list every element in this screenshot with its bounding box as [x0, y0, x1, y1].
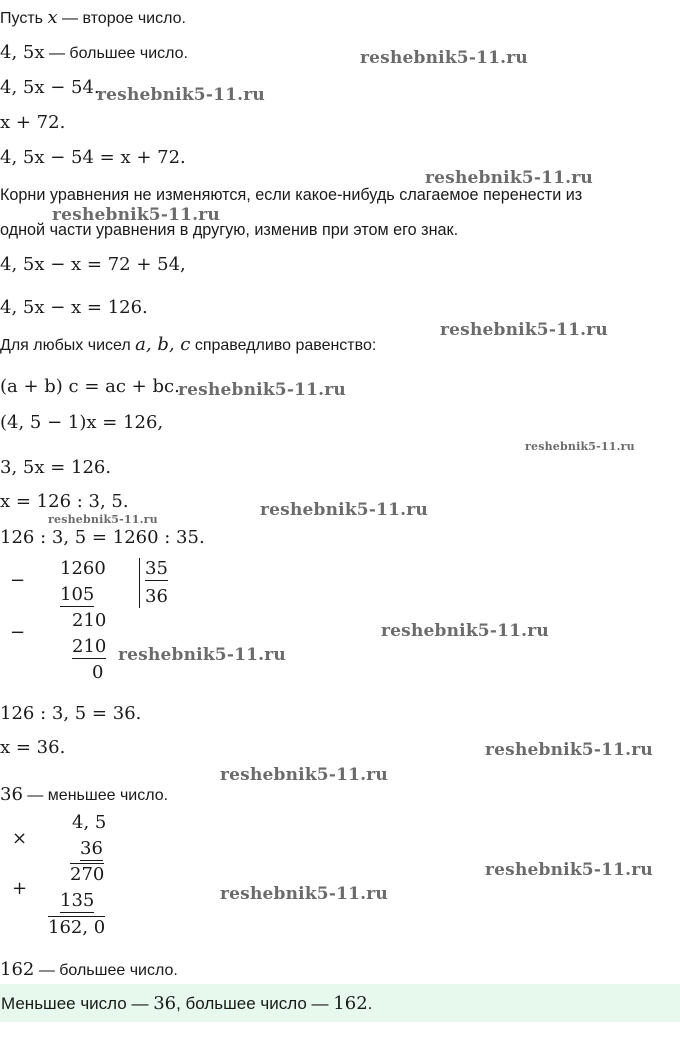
math-line-12: (4, 5 − 1)x = 126, — [0, 412, 164, 433]
factor-2: 36 — [80, 838, 103, 859]
text-line-2 — [0, 43, 188, 64]
text-line-7: одной части уравнения в другую, изменив при этом его знак. — [0, 221, 459, 239]
text: Пусть — [0, 10, 43, 27]
text: Для любых чисел — [0, 337, 131, 354]
divisor: 35 — [145, 558, 168, 579]
product-result: 162, 0 — [48, 917, 106, 938]
math-line-11: (a + b) c = ac + bc. — [0, 376, 180, 397]
watermark: reshebnik5-11.ru — [97, 85, 265, 105]
math-line-14: x = 126 : 3, 5. — [0, 491, 129, 512]
answer-number-2: 162 — [333, 993, 368, 1014]
answer-label-1: Меньшее число — — [1, 994, 149, 1013]
watermark: reshebnik5-11.ru — [260, 500, 428, 520]
times-sign: × — [12, 828, 28, 849]
number: 36 — [0, 784, 23, 805]
text: — второе число. — [62, 10, 186, 27]
text-line-19 — [0, 960, 178, 981]
partial-product-2: 135 — [60, 890, 95, 911]
math-line-8: 4, 5x − x = 72 + 54, — [0, 254, 186, 275]
number: 162 — [0, 959, 35, 980]
subtrahend-2: 210 — [72, 636, 107, 657]
factor-1: 4, 5 — [72, 812, 107, 833]
watermark: reshebnik5-11.ru — [52, 205, 220, 225]
remainder-2: 0 — [92, 662, 104, 683]
minus-sign: − — [10, 570, 26, 591]
dividend: 1260 — [60, 558, 106, 579]
math-line-16: 126 : 3, 5 = 36. — [0, 703, 142, 724]
watermark: reshebnik5-11.ru — [360, 48, 528, 68]
math-line-3: 4, 5x − 54. — [0, 77, 100, 98]
text: — меньшее число. — [27, 787, 169, 804]
remainder-1: 210 — [72, 610, 107, 631]
math-line-15: 126 : 3, 5 = 1260 : 35. — [0, 527, 205, 548]
text: справедливо равенство: — [194, 337, 377, 354]
text-line-10 — [0, 335, 376, 356]
division-bar — [139, 558, 140, 608]
variables: a, b, c — [135, 334, 191, 355]
watermark: reshebnik5-11.ru — [220, 765, 388, 785]
text-line-6: Корни уравнения не изменяются, если какое-нибудь слагаемое перенести из — [0, 186, 583, 204]
minus-sign: − — [10, 622, 26, 643]
text: — большее число. — [48, 45, 188, 62]
answer-label-2: , большее число — — [176, 994, 329, 1013]
watermark: reshebnik5-11.ru — [440, 320, 608, 340]
answer-end: . — [367, 994, 373, 1013]
watermark: reshebnik5-11.ru — [485, 740, 653, 760]
answer-number-1: 36 — [153, 993, 177, 1014]
math-line-17: x = 36. — [0, 737, 66, 758]
text-line-1 — [0, 8, 186, 29]
watermark: reshebnik5-11.ru — [381, 621, 549, 641]
partial-product-1: 270 — [70, 864, 105, 885]
answer-text — [1, 993, 372, 1014]
variable: x — [47, 7, 58, 28]
watermark: reshebnik5-11.ru — [118, 645, 286, 665]
subtrahend-1: 105 — [60, 584, 95, 605]
watermark: reshebnik5-11.ru — [425, 168, 593, 188]
answer-box — [0, 984, 680, 1022]
math-line-13: 3, 5x = 126. — [0, 457, 112, 478]
plus-sign: + — [12, 878, 28, 899]
math-line-4: x + 72. — [0, 112, 66, 133]
watermark: reshebnik5-11.ru — [220, 884, 388, 904]
watermark: reshebnik5-11.ru — [525, 440, 635, 453]
math: 4, 5x — [0, 42, 45, 63]
text: — большее число. — [38, 962, 178, 979]
math-line-9: 4, 5x − x = 126. — [0, 297, 148, 318]
watermark: reshebnik5-11.ru — [48, 513, 158, 526]
watermark: reshebnik5-11.ru — [178, 380, 346, 400]
quotient: 36 — [145, 586, 168, 607]
watermark: reshebnik5-11.ru — [485, 860, 653, 880]
text-line-18 — [0, 785, 168, 806]
math-line-5: 4, 5x − 54 = x + 72. — [0, 147, 186, 168]
